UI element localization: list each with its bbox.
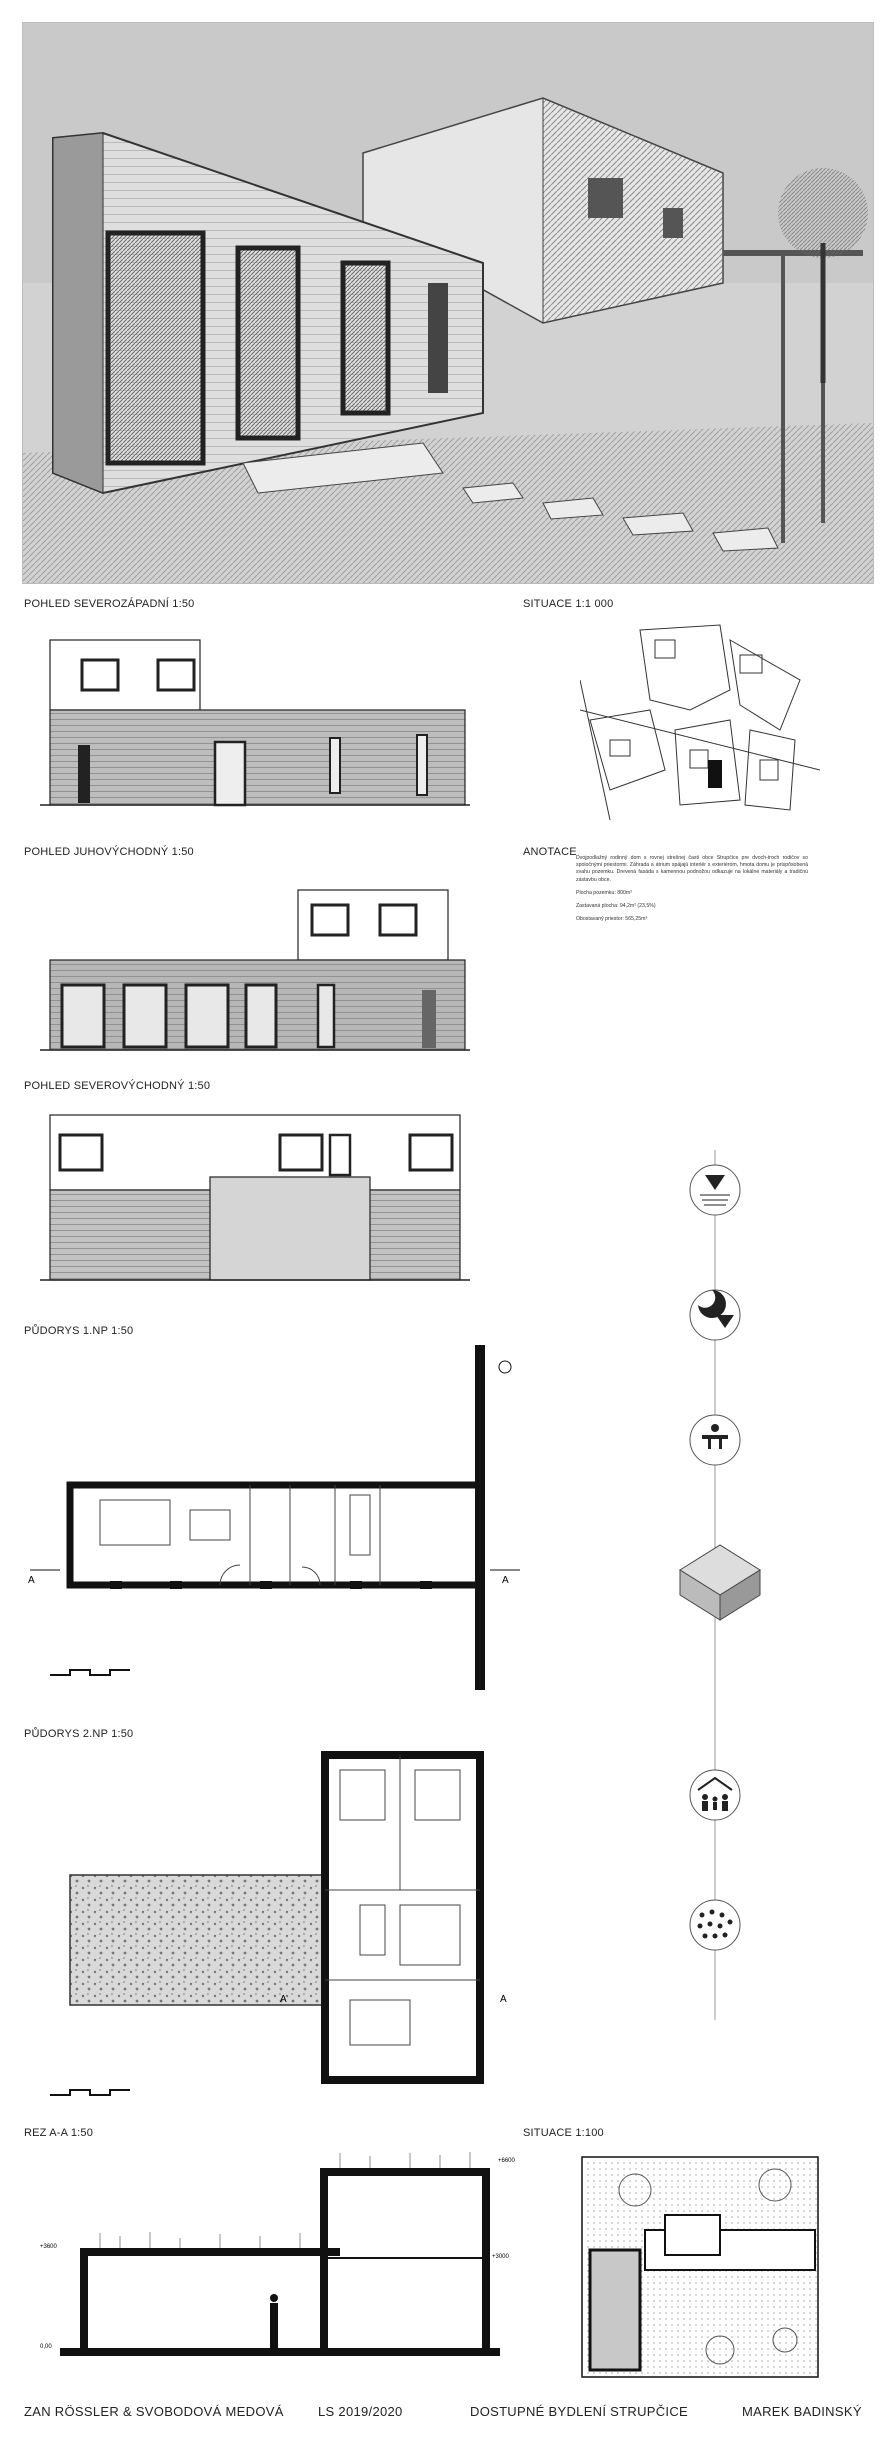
- axonometry-block-icon: [680, 1545, 760, 1620]
- level-top: +6600: [498, 2158, 515, 2164]
- section-mark-left: A: [28, 1575, 35, 1586]
- label-elev-ne: POHLED SEVEROVÝCHODNÝ 1:50: [24, 1080, 211, 1092]
- label-situation-1000: SITUACE 1:1 000: [523, 598, 614, 610]
- footer-authors: ZAN RÖSSLER & SVOBODOVÁ MEDOVÁ: [24, 2404, 284, 2419]
- elevation-southwest: [40, 875, 470, 1060]
- elevation-northwest: [40, 630, 470, 815]
- annotation-area-built: Zastavaná plocha: 94,2m² (23,5%): [576, 903, 656, 910]
- label-elev-sw: POHLED JUHOVÝCHODNÝ 1:50: [24, 846, 194, 858]
- label-section: REZ A-A 1:50: [24, 2127, 94, 2139]
- crowd-diagram-icon: [690, 1900, 740, 1950]
- label-plan-1np: PŮDORYS 1.NP 1:50: [24, 1325, 134, 1337]
- section-mark-2np-left: A: [280, 1994, 287, 2005]
- section-a-a: [20, 2148, 520, 2373]
- floor-plan-2np: [20, 1740, 530, 2115]
- level-mid-right: +3000: [492, 2254, 509, 2260]
- label-annotation: ANOTACE: [523, 846, 577, 858]
- situation-map-small: [580, 620, 820, 825]
- label-elev-nw: POHLED SEVEROZÁPADNÍ 1:50: [24, 598, 195, 610]
- footer-project: DOSTUPNÉ BYDLENÍ STRUPČICE: [470, 2404, 689, 2419]
- perspective-drawing: [22, 22, 874, 584]
- footer-tutor: MAREK BADINSKÝ: [742, 2404, 862, 2419]
- table-diagram-icon: [690, 1415, 740, 1465]
- annotation-body: Dvojpodlažný rodinný dom s rovnej strešnej časti obce Strupčice pre dvoch-troch rodičov so spoločnými priestormi. Záhrada a átrium spájajú interiér s exteriérom, hmota domu je prispôsobená svahu pozemku. Drevená fasáda s kamennou podnožou odkazuje na lokálne materiály a tradičnú zástavbu obce.: [576, 855, 808, 883]
- section-mark-right: A: [502, 1575, 509, 1586]
- annotation-text: [576, 855, 808, 929]
- label-situation-100: SITUACE 1:100: [523, 2127, 604, 2139]
- annotation-volume: Obostavaný priestor: 565,25m³: [576, 916, 648, 923]
- concept-diagram-column: [660, 1150, 770, 2025]
- level-mid-left: +3600: [40, 2244, 57, 2250]
- family-diagram-icon: [690, 1770, 740, 1820]
- sun-diagram-icon: [690, 1165, 740, 1215]
- section-mark-2np-right: A: [500, 1994, 507, 2005]
- label-plan-2np: PŮDORYS 2.NP 1:50: [24, 1728, 134, 1740]
- level-ground: 0,00: [40, 2344, 52, 2350]
- floor-plan-1np: [20, 1345, 530, 1710]
- annotation-area-plot: Plocha pozemku: 800m²: [576, 889, 632, 896]
- footer-term: LS 2019/2020: [318, 2404, 403, 2419]
- moon-diagram-icon: [690, 1290, 740, 1340]
- situation-map-large: [580, 2155, 820, 2385]
- elevation-northeast: [40, 1105, 470, 1290]
